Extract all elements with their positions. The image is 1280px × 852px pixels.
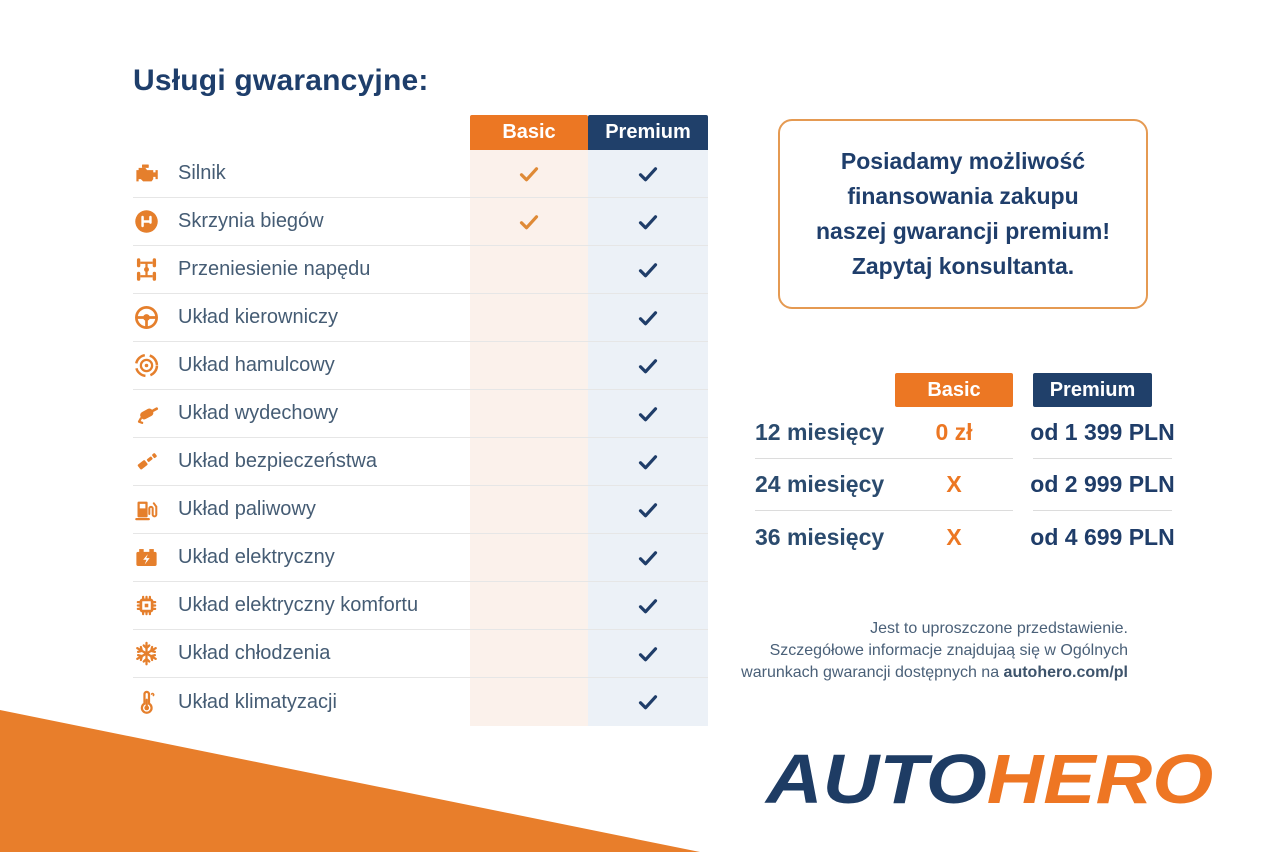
pricing-header xyxy=(895,373,1157,407)
page-title: Usługi gwarancyjne: xyxy=(133,64,429,97)
basic-cell xyxy=(470,246,588,293)
premium-cell xyxy=(588,150,708,197)
seatbelt-icon xyxy=(133,448,178,475)
disclaimer-line: Jest to uproszczone przedstawienie. xyxy=(870,620,1128,637)
autohero-url-link[interactable]: autohero.com/pl xyxy=(1003,664,1128,681)
premium-cell xyxy=(588,342,708,389)
table-row xyxy=(133,294,708,342)
fuel-pump-icon xyxy=(133,496,178,523)
logo-hero-part: HERO xyxy=(986,740,1214,818)
logo-auto-part: AUTO xyxy=(766,740,987,818)
check-icon xyxy=(635,498,661,522)
premium-cell xyxy=(588,678,708,726)
basic-cell xyxy=(470,342,588,389)
check-icon xyxy=(635,162,661,186)
check-icon xyxy=(635,402,661,426)
exhaust-icon xyxy=(133,400,178,427)
table-row xyxy=(133,630,708,678)
check-icon xyxy=(635,546,661,570)
service-label: Skrzynia biegów xyxy=(178,210,324,232)
table-row xyxy=(133,150,708,198)
pricing-basic-header: Basic xyxy=(895,373,1013,407)
pricing-term: 12 miesięcy xyxy=(755,419,885,445)
service-label: Układ hamulcowy xyxy=(178,354,335,376)
check-icon xyxy=(635,690,661,714)
table-row xyxy=(133,342,708,390)
services-rows xyxy=(133,150,708,726)
table-row xyxy=(133,534,708,582)
disclaimer-line: Szczegółowe informacje znajdujaą się w Ogólnych xyxy=(769,642,1128,659)
pricing-premium-value: od 1 399 PLN xyxy=(1030,419,1175,445)
pricing-premium-header: Premium xyxy=(1033,373,1152,407)
check-icon xyxy=(635,306,661,330)
autohero-logo xyxy=(766,740,1214,818)
table-row xyxy=(133,678,708,726)
financing-note-line: Zapytaj konsultanta. xyxy=(851,253,1075,279)
table-row xyxy=(133,246,708,294)
premium-column-header: Premium xyxy=(588,115,708,150)
pricing-term: 36 miesięcy xyxy=(755,523,885,550)
engine-icon xyxy=(133,160,178,187)
thermometer-icon xyxy=(133,689,178,716)
basic-cell xyxy=(470,198,588,245)
pricing-basic-value: X xyxy=(946,471,962,497)
table-row xyxy=(133,582,708,630)
basic-cell xyxy=(470,534,588,581)
basic-cell xyxy=(470,150,588,197)
service-label: Przeniesienie napędu xyxy=(178,258,371,280)
basic-column-header: Basic xyxy=(470,115,588,150)
battery-icon xyxy=(133,544,178,571)
basic-cell xyxy=(470,438,588,485)
pricing-rows xyxy=(755,407,1175,563)
check-icon xyxy=(516,162,542,186)
pricing-term: 24 miesięcy xyxy=(755,471,885,497)
service-label: Układ chłodzenia xyxy=(178,642,331,664)
check-icon xyxy=(635,594,661,618)
premium-cell xyxy=(588,438,708,485)
financing-note-box xyxy=(778,119,1148,309)
premium-cell xyxy=(588,582,708,629)
check-icon xyxy=(635,450,661,474)
service-label: Układ kierowniczy xyxy=(178,306,339,328)
premium-cell xyxy=(588,534,708,581)
disclaimer-text xyxy=(741,618,1128,684)
snowflake-icon xyxy=(133,640,178,667)
service-label: Układ elektryczny komfortu xyxy=(178,594,419,616)
check-icon xyxy=(635,642,661,666)
pricing-row xyxy=(755,407,1175,459)
premium-cell xyxy=(588,198,708,245)
service-label: Układ bezpieczeństwa xyxy=(178,450,377,472)
check-icon xyxy=(516,210,542,234)
service-label: Układ paliwowy xyxy=(178,498,316,520)
service-label: Silnik xyxy=(178,162,226,184)
steering-wheel-icon xyxy=(133,304,178,331)
basic-cell xyxy=(470,630,588,677)
basic-cell xyxy=(470,390,588,437)
services-header xyxy=(470,115,708,150)
service-label: Układ klimatyzacji xyxy=(178,690,337,713)
financing-note-line: finansowania zakupu xyxy=(847,183,1079,209)
premium-cell xyxy=(588,246,708,293)
disclaimer-line: warunkach gwarancji dostępnych na autohero.com/pl xyxy=(741,664,1128,681)
basic-cell xyxy=(470,294,588,341)
service-label: Układ wydechowy xyxy=(178,402,339,424)
basic-cell xyxy=(470,486,588,533)
gearbox-icon xyxy=(133,208,178,235)
financing-note-line: naszej gwarancji premium! xyxy=(816,218,1110,244)
premium-cell xyxy=(588,390,708,437)
check-icon xyxy=(635,258,661,282)
table-row xyxy=(133,390,708,438)
pricing-row xyxy=(755,459,1175,511)
pricing-premium-value: od 4 699 PLN xyxy=(1030,523,1175,550)
check-icon xyxy=(635,354,661,378)
services-table xyxy=(133,64,708,726)
premium-cell xyxy=(588,294,708,341)
pricing-premium-value: od 2 999 PLN xyxy=(1030,471,1175,497)
financing-note-line: Posiadamy możliwość xyxy=(840,148,1086,174)
chip-icon xyxy=(133,592,178,619)
table-row xyxy=(133,486,708,534)
premium-cell xyxy=(588,486,708,533)
drivetrain-icon xyxy=(133,256,178,283)
basic-cell xyxy=(470,678,588,726)
check-icon xyxy=(635,210,661,234)
service-label: Układ elektryczny xyxy=(178,546,335,568)
basic-cell xyxy=(470,582,588,629)
orange-wedge-decoration xyxy=(0,710,700,852)
table-row xyxy=(133,438,708,486)
premium-cell xyxy=(588,630,708,677)
pricing-row xyxy=(755,511,1175,563)
table-row xyxy=(133,198,708,246)
pricing-basic-value: 0 zł xyxy=(935,419,973,445)
pricing-basic-value: X xyxy=(946,523,962,550)
pricing-table xyxy=(755,373,1175,563)
brake-icon xyxy=(133,352,178,379)
